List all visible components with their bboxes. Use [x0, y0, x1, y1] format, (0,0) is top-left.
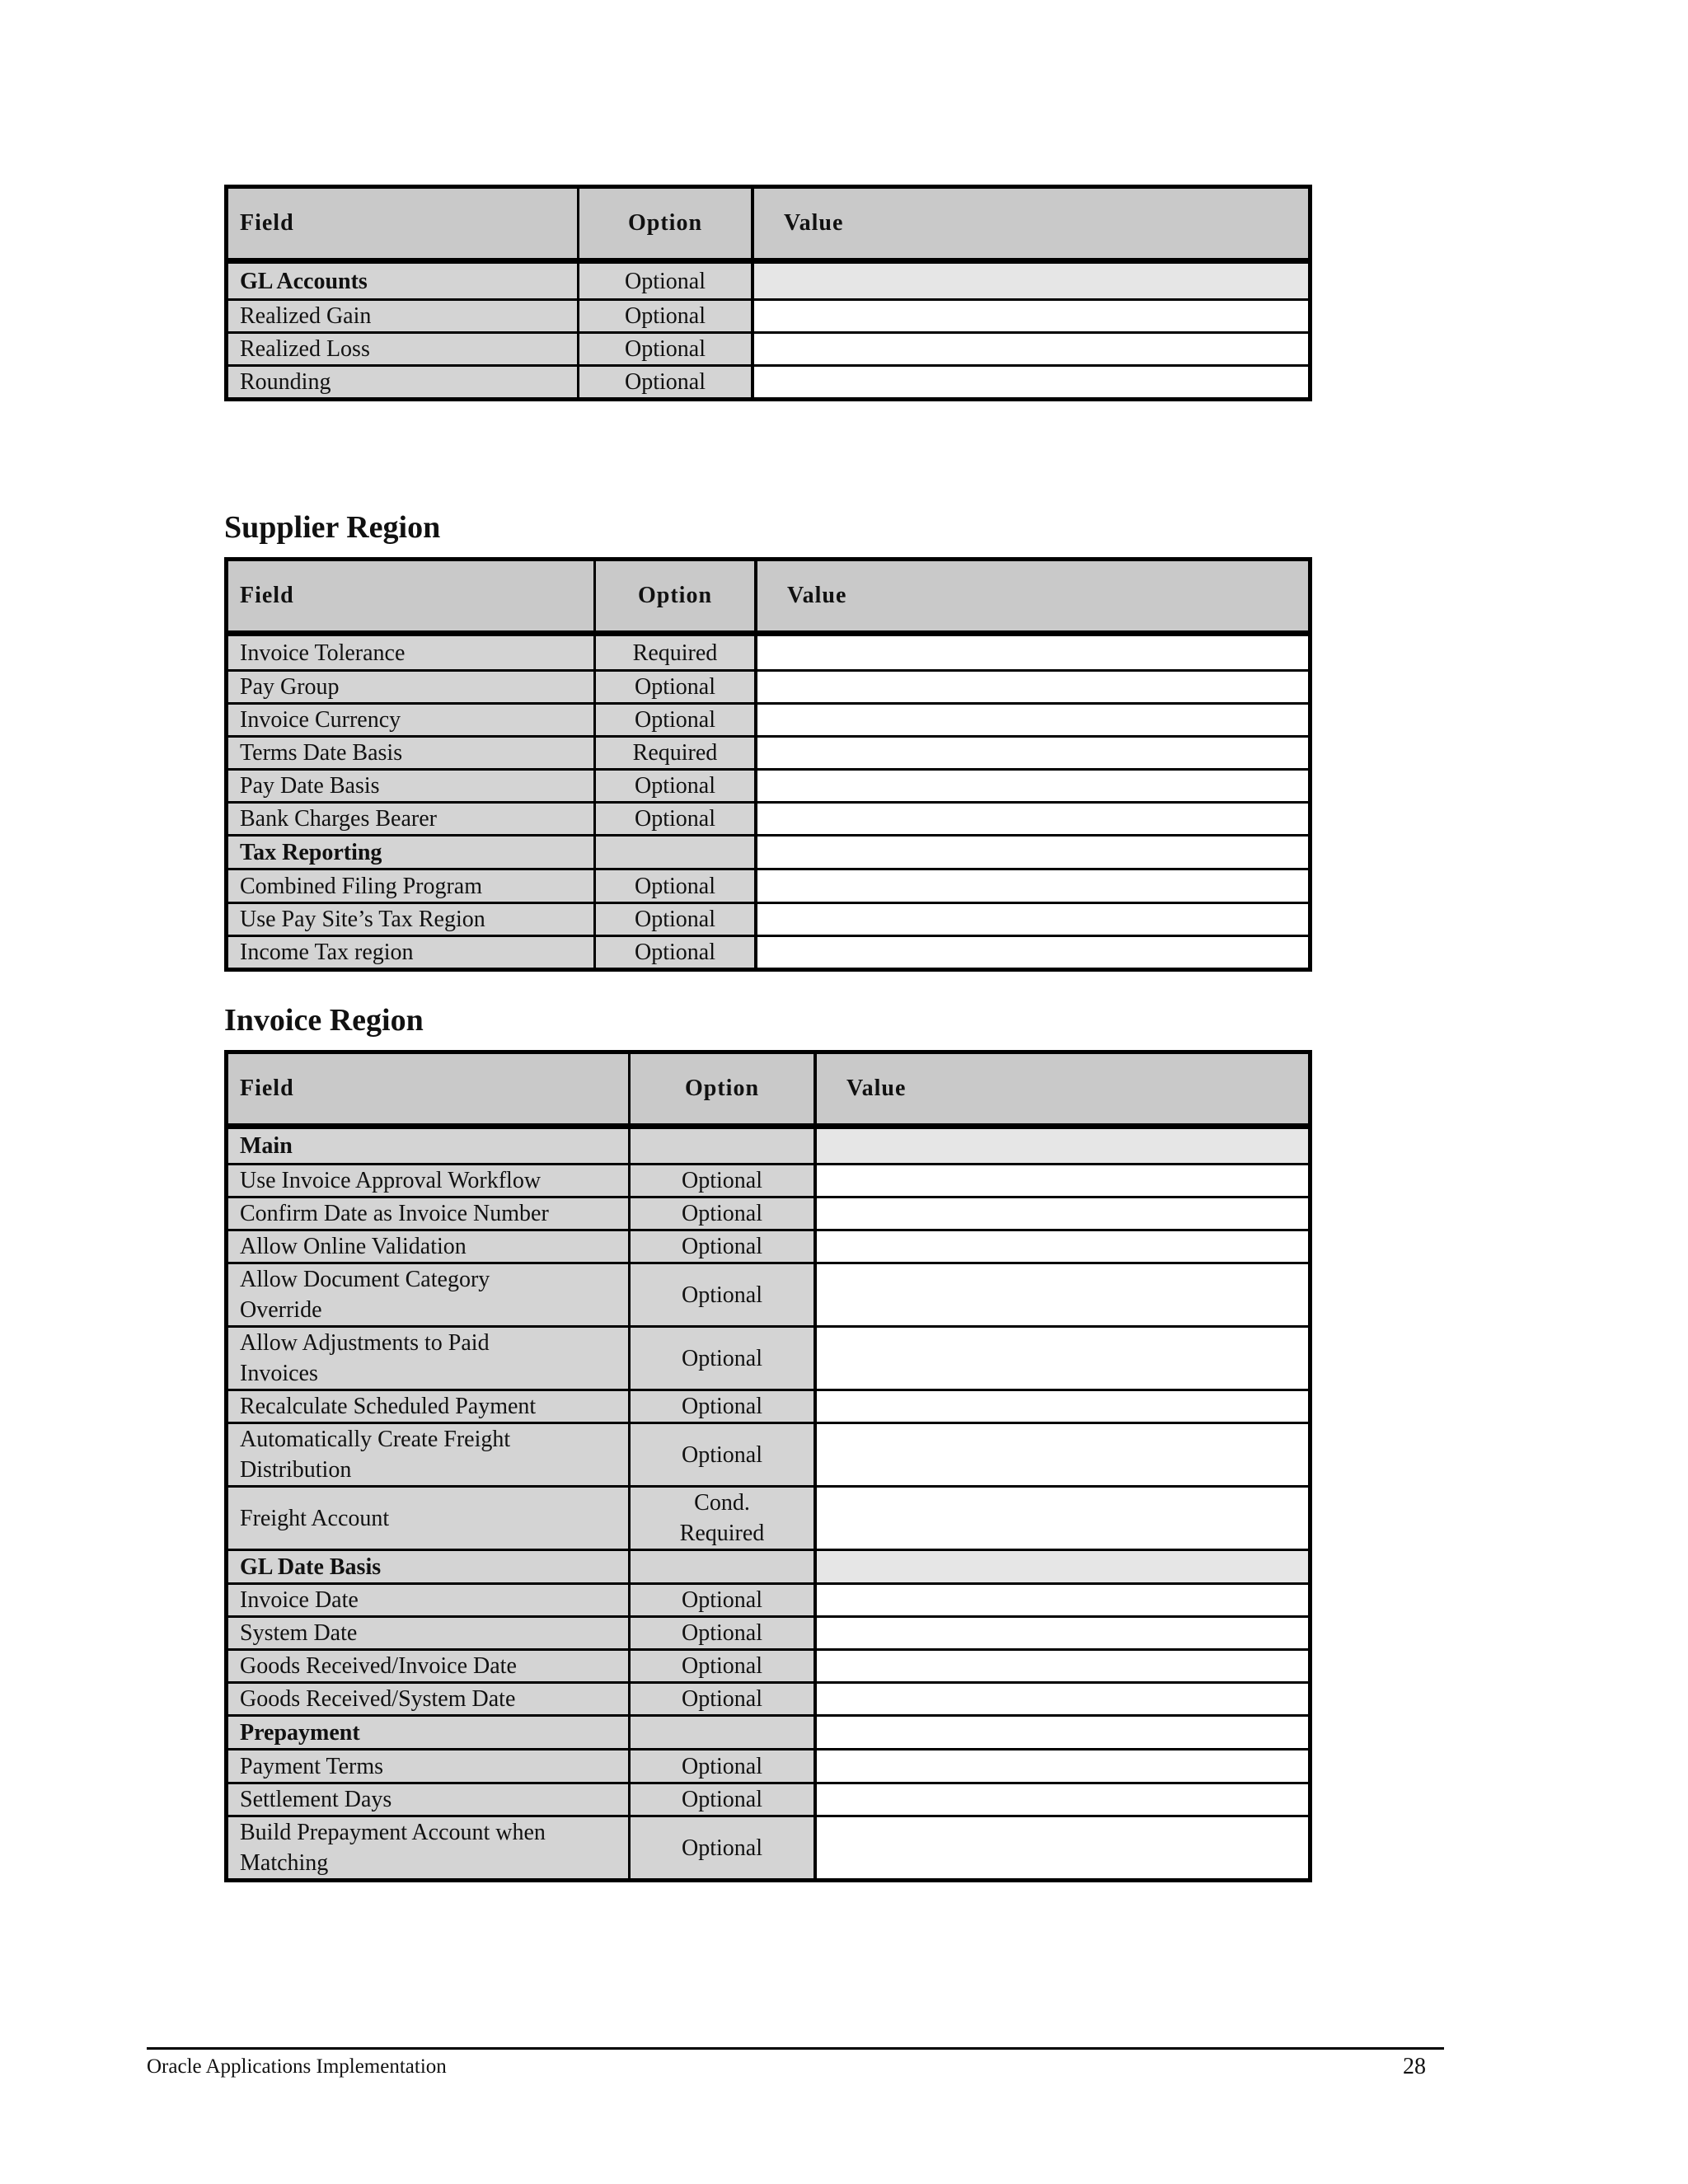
row-option: [631, 1551, 817, 1582]
header-field: Field: [228, 1054, 631, 1123]
row-value[interactable]: [817, 1784, 1308, 1815]
row-field: Invoice Date: [228, 1585, 631, 1615]
table-row: [228, 834, 1308, 868]
row-value[interactable]: [757, 837, 1308, 868]
table-row: [228, 298, 1308, 331]
section-title-supplier: Supplier Region: [224, 510, 441, 545]
row-option: Optional: [631, 1198, 817, 1229]
table-row: [228, 1582, 1308, 1615]
row-field: Allow Document Category Override: [228, 1264, 631, 1325]
table-row: [228, 1389, 1308, 1422]
row-option: Required: [596, 738, 757, 768]
row-field: Main: [228, 1129, 631, 1163]
row-field: Pay Group: [228, 672, 596, 702]
row-value[interactable]: [757, 738, 1308, 768]
page-number: 28: [1403, 2054, 1426, 2079]
header-value: Value: [846, 1076, 907, 1101]
table-row: [228, 935, 1308, 968]
row-option: Optional: [631, 1231, 817, 1262]
row-field: Bank Charges Bearer: [228, 804, 596, 834]
row-value[interactable]: [817, 1717, 1308, 1748]
table-row: [228, 636, 1308, 669]
row-value[interactable]: [817, 1424, 1308, 1485]
header-field: Field: [228, 189, 579, 258]
row-value[interactable]: [757, 804, 1308, 834]
row-field: System Date: [228, 1618, 631, 1648]
row-value[interactable]: [754, 334, 1308, 364]
row-value[interactable]: [817, 1618, 1308, 1648]
row-field: Confirm Date as Invoice Number: [228, 1198, 631, 1229]
footer-document-title: Oracle Applications Implementation: [147, 2055, 447, 2078]
row-field: GL Date Basis: [228, 1551, 631, 1582]
row-option: Optional: [596, 804, 757, 834]
row-value[interactable]: [757, 937, 1308, 968]
row-value[interactable]: [817, 1198, 1308, 1229]
table-row: [228, 331, 1308, 364]
row-option: Optional: [631, 1684, 817, 1714]
row-value[interactable]: [817, 1488, 1308, 1549]
row-value[interactable]: [757, 672, 1308, 702]
row-field: Rounding: [228, 367, 579, 397]
row-option: [631, 1129, 817, 1163]
row-field: Allow Adjustments to Paid Invoices: [228, 1328, 631, 1389]
table-row: [228, 1815, 1308, 1878]
table-row: [228, 364, 1308, 397]
row-field: Recalculate Scheduled Payment: [228, 1391, 631, 1422]
row-option: Optional: [596, 904, 757, 935]
row-field: Realized Loss: [228, 334, 579, 364]
row-field: Goods Received/System Date: [228, 1684, 631, 1714]
row-field: Build Prepayment Account when Matching: [228, 1817, 631, 1878]
row-option: Optional: [631, 1750, 817, 1782]
row-value[interactable]: [754, 264, 1308, 298]
row-option: Optional: [631, 1424, 817, 1485]
row-value[interactable]: [817, 1750, 1308, 1782]
row-value[interactable]: [817, 1264, 1308, 1325]
footer-divider: [147, 2047, 1444, 2050]
row-option: [631, 1717, 817, 1748]
supplier-region-table: [224, 557, 1312, 972]
row-value[interactable]: [817, 1651, 1308, 1681]
table-header: [228, 561, 1308, 636]
row-field: Use Invoice Approval Workflow: [228, 1165, 631, 1196]
table-row: [228, 1648, 1308, 1681]
row-value[interactable]: [754, 367, 1308, 397]
row-option: Optional: [631, 1651, 817, 1681]
row-option: Optional: [631, 1784, 817, 1815]
row-field: Pay Date Basis: [228, 771, 596, 801]
row-option: Optional: [596, 771, 757, 801]
row-option: Optional: [596, 870, 757, 902]
row-field: Income Tax region: [228, 937, 596, 968]
table-row: [228, 264, 1308, 298]
table-row: [228, 801, 1308, 834]
row-field: GL Accounts: [228, 264, 579, 298]
table-row: [228, 1549, 1308, 1582]
row-field: Freight Account: [228, 1488, 631, 1549]
row-option: Optional: [631, 1264, 817, 1325]
row-field: Invoice Currency: [228, 705, 596, 735]
row-field: Combined Filing Program: [228, 870, 596, 902]
table-row: [228, 1196, 1308, 1229]
row-option: Optional: [631, 1328, 817, 1389]
row-option: Optional: [631, 1165, 817, 1196]
row-option: Optional: [579, 334, 754, 364]
row-option: Optional: [596, 937, 757, 968]
row-option: [596, 837, 757, 868]
table-row: [228, 1325, 1308, 1389]
row-value[interactable]: [817, 1817, 1308, 1878]
table-row: [228, 1782, 1308, 1815]
row-value[interactable]: [817, 1684, 1308, 1714]
row-value[interactable]: [757, 904, 1308, 935]
row-field: Settlement Days: [228, 1784, 631, 1815]
table-row: [228, 1681, 1308, 1714]
row-value[interactable]: [757, 636, 1308, 669]
row-value[interactable]: [817, 1328, 1308, 1389]
header-field: Field: [228, 561, 596, 630]
header-option: Option: [596, 561, 757, 630]
table-row: [228, 1229, 1308, 1262]
row-field: Automatically Create Freight Distribution: [228, 1424, 631, 1485]
row-field: Prepayment: [228, 1717, 631, 1748]
row-option: Optional: [631, 1817, 817, 1878]
row-option: Optional: [631, 1618, 817, 1648]
row-field: Payment Terms: [228, 1750, 631, 1782]
row-option: Optional: [631, 1391, 817, 1422]
row-value[interactable]: [817, 1585, 1308, 1615]
row-option: Cond. Required: [631, 1488, 817, 1549]
row-value[interactable]: [817, 1391, 1308, 1422]
table-row: [228, 1714, 1308, 1748]
table-header: [228, 189, 1308, 264]
row-option: Optional: [596, 705, 757, 735]
row-value[interactable]: [757, 705, 1308, 735]
table-row: [228, 1262, 1308, 1325]
header-value: Value: [787, 583, 847, 608]
table-row: [228, 735, 1308, 768]
row-option: Optional: [596, 672, 757, 702]
table-row: [228, 1748, 1308, 1782]
row-value[interactable]: [817, 1129, 1308, 1163]
row-field: Tax Reporting: [228, 837, 596, 868]
row-field: Goods Received/Invoice Date: [228, 1651, 631, 1681]
row-option: Optional: [579, 264, 754, 298]
table-row: [228, 1485, 1308, 1549]
row-option: Required: [596, 636, 757, 669]
row-value[interactable]: [754, 301, 1308, 331]
row-value[interactable]: [757, 870, 1308, 902]
header-option: Option: [579, 189, 754, 258]
row-value[interactable]: [757, 771, 1308, 801]
row-value[interactable]: [817, 1165, 1308, 1196]
table-row: [228, 1615, 1308, 1648]
header-value: Value: [784, 210, 844, 236]
row-option: Optional: [579, 301, 754, 331]
gl-accounts-table: [224, 185, 1312, 401]
row-field: Allow Online Validation: [228, 1231, 631, 1262]
table-row: [228, 902, 1308, 935]
row-field: Terms Date Basis: [228, 738, 596, 768]
row-option: Optional: [631, 1585, 817, 1615]
row-field: Invoice Tolerance: [228, 636, 596, 669]
invoice-region-table: [224, 1050, 1312, 1882]
table-row: [228, 1129, 1308, 1163]
section-title-invoice: Invoice Region: [224, 1003, 424, 1038]
table-row: [228, 1422, 1308, 1485]
row-value[interactable]: [817, 1551, 1308, 1582]
table-row: [228, 1163, 1308, 1196]
row-option: Optional: [579, 367, 754, 397]
row-field: Use Pay Site’s Tax Region: [228, 904, 596, 935]
row-value[interactable]: [817, 1231, 1308, 1262]
table-row: [228, 868, 1308, 902]
row-field: Realized Gain: [228, 301, 579, 331]
table-row: [228, 702, 1308, 735]
table-row: [228, 768, 1308, 801]
table-row: [228, 669, 1308, 702]
header-option: Option: [631, 1054, 817, 1123]
table-header: [228, 1054, 1308, 1129]
